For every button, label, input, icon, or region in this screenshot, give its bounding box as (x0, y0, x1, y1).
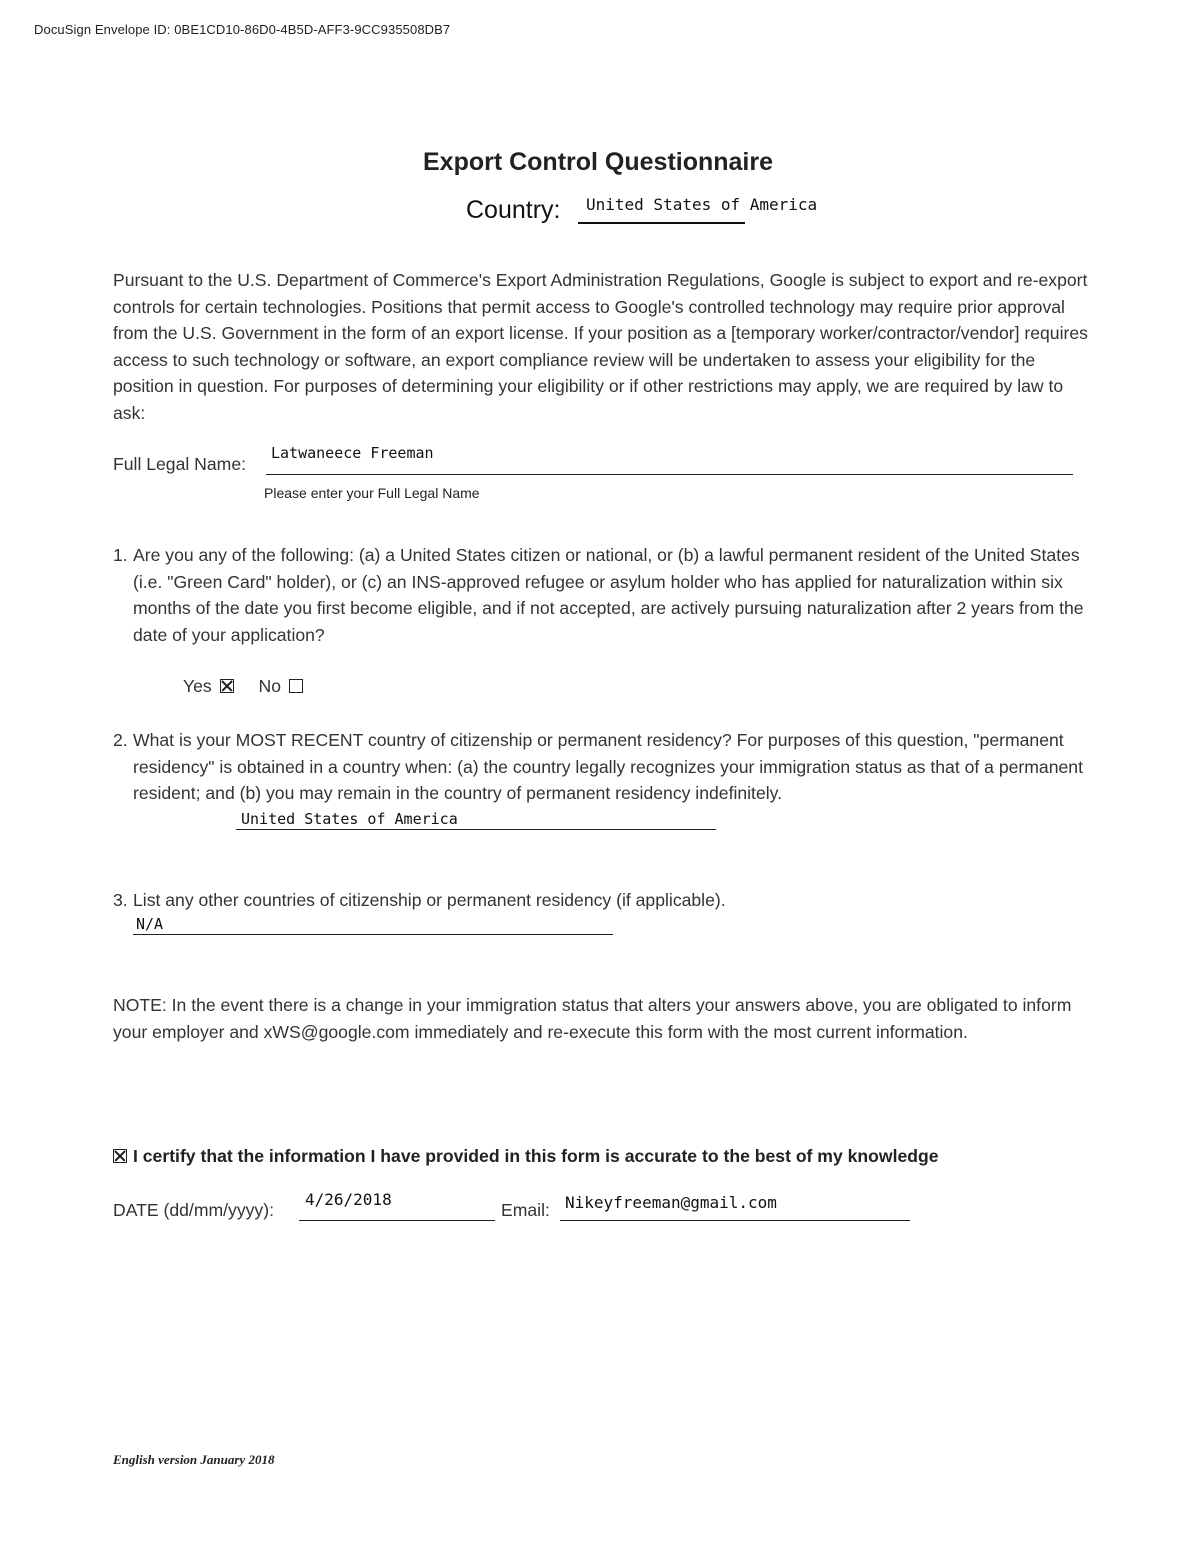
question-number: 2. (113, 730, 128, 750)
email-field[interactable]: Nikeyfreeman@gmail.com (565, 1193, 777, 1212)
legal-name-field[interactable]: Latwaneece Freeman (271, 444, 434, 462)
version-footer: English version January 2018 (113, 1452, 275, 1467)
email-label: Email: (501, 1200, 550, 1220)
question-text: Are you any of the following: (a) a United States citizen or national, or (b) a lawful permanent resident of the United States (i.e. "Green Card" holder), or (c) an INS-approved refugee or asylum holder who has applied for naturalization within six months of the date you first become eligible, and if not accepted, are actively pursuing naturalization after 2 years from the date of your application? (133, 545, 1084, 645)
legal-name-underline (266, 474, 1073, 475)
legal-name-label: Full Legal Name: (113, 454, 246, 474)
certify-checkbox[interactable] (113, 1149, 127, 1163)
date-field[interactable]: 4/26/2018 (305, 1190, 392, 1209)
date-underline (299, 1220, 495, 1221)
yes-checkbox[interactable] (220, 679, 234, 693)
question-2-answer-field[interactable]: United States of America (241, 810, 458, 828)
question-text: What is your MOST RECENT country of citizenship or permanent residency? For purposes of this question, "permanent residency" is obtained in a country when: (a) the country legally recognizes your immigration status as that of a permanent resident; and (b) you may remain in the country of permanent residency indefinitely. (133, 730, 1083, 803)
question-3-underline (133, 934, 613, 935)
question-text: List any other countries of citizenship or permanent residency (if applicable). (133, 890, 726, 910)
country-underline (578, 222, 745, 224)
question-3-answer-field[interactable]: N/A (136, 915, 164, 933)
legal-name-hint: Please enter your Full Legal Name (264, 485, 480, 501)
no-checkbox[interactable] (289, 679, 303, 693)
yes-label: Yes (183, 676, 212, 696)
email-underline (560, 1220, 910, 1221)
question-1-answers (183, 676, 303, 697)
envelope-id: DocuSign Envelope ID: 0BE1CD10-86D0-4B5D-AFF3-9CC935508DB7 (34, 22, 451, 37)
question-2-underline (236, 829, 716, 830)
page-title: Export Control Questionnaire (422, 148, 774, 176)
note-paragraph: NOTE: In the event there is a change in your immigration status that alters your answers above, you are obligated to inform your employer and xWS@google.com immediately and re-execute this form with the most current information. (113, 995, 1072, 1042)
intro-paragraph: Pursuant to the U.S. Department of Commerce's Export Administration Regulations, Google is subject to export and re-export controls for certain technologies. Positions that permit access to Google's controlled technology may require prior approval from the U.S. Government in the form of an export license. If your position as a [temporary worker/contractor/vendor] requires access to such technology or software, an export compliance review will be undertaken to assess your eligibility for the position in question. For purposes of determining your eligibility or if other restrictions may apply, we are required by law to ask: (113, 270, 1088, 423)
question-number: 3. (113, 890, 128, 910)
country-label: Country: (466, 196, 561, 224)
country-field[interactable]: United States of America (586, 195, 818, 214)
question-number: 1. (113, 545, 128, 565)
certify-statement (113, 1146, 939, 1167)
certify-text: I certify that the information I have provided in this form is accurate to the best of my knowledge (133, 1146, 939, 1166)
date-label: DATE (dd/mm/yyyy): (113, 1200, 274, 1220)
no-label: No (258, 676, 281, 696)
